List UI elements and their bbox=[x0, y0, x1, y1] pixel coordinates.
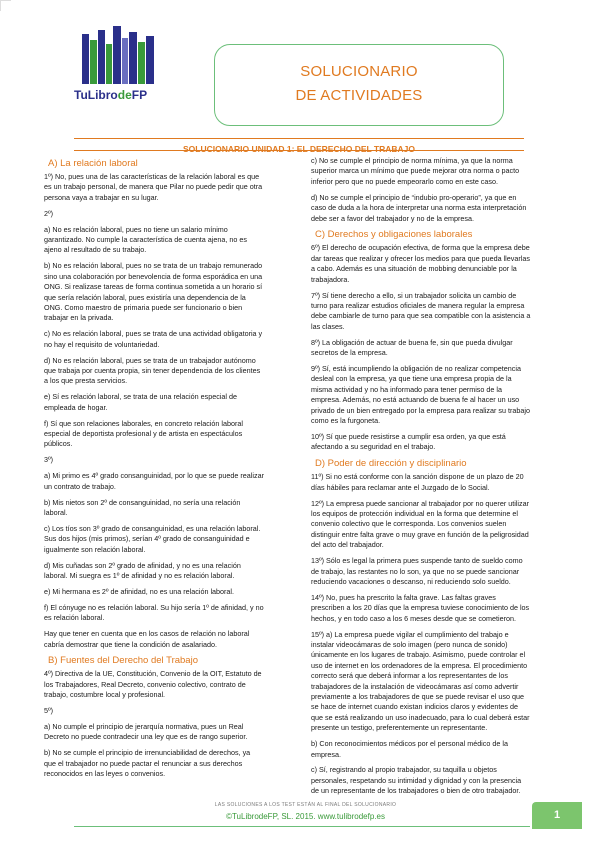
paragraph: b) No es relación laboral, pues no se trata de un trabajo remunerado sino una colaboración por benevolencia de forma esporádica en una ONG. Si realizase tareas de forma continua sometida a un horario sí que sería relación laboral, pues existiría una dependencia de la ONG. Como maestro de primaria puede ser funcionario o bien trabajar en la privada. bbox=[44, 261, 263, 323]
paragraph: 12º) La empresa puede sancionar al trabajador por no querer utilizar los equipos de protección individual en la forma que determine el convenio colectivo que le corresponda. Los convenios suelen distinguir entre falta grave o muy grave en función de la peligrosidad del acto del trabajador. bbox=[311, 498, 529, 550]
section-heading-d: D) Poder de dirección y disciplinario bbox=[315, 458, 467, 470]
paragraph: 11º) Si no está conforme con la sanción dispone de un plazo de 20 días hábiles para reclamar ante el Juzgado de lo Social. bbox=[311, 472, 524, 492]
paragraph: 13º) Sólo es legal la primera pues suspende tanto de sueldo como de trabajo, las restantes no lo son, ya que no se puede sancionar reduciendo vacaciones o descanso, ni reduciendo solo sueldo. bbox=[311, 556, 523, 586]
paragraph: 9º) Sí, está incumpliendo la obligación de no realizar competencia desleal con la empresa, ya que tiene una empresa propia de la misma actividad y no ha informado para tener permiso de la empresa. Además, no está actuando de buena fe al hacer un uso privado de un bien entregado por la empresa para realizar su trabajo como es la furgoneta. bbox=[311, 364, 530, 426]
paragraph: e) Sí es relación laboral, se trata de una relación especial de empleada de hogar. bbox=[44, 392, 237, 412]
paragraph: 1º) No, pues una de las características de la relación laboral es que es un trabajo personal, de manera que Pilar no puede pedir que otra persona vaya a trabajar en su lugar. bbox=[44, 172, 263, 202]
paragraph: 15º) a) La empresa puede vigilar el cumplimiento del trabajo e instalar videocámaras de solo imagen (pero nunca de sonido) únicamente en los lugares de trabajo. Asimismo, puede controlar el uso de internet en los ordenadores de la empresa. El procedimiento correcto será que deberá informar a los representantes de los trabajadores de la instalación de videocámaras así como advertir previamente a los trabajadores de que se puede revisar el uso que se hace de internet cuando existan indicios claros y evidentes de que se está realizando un uso inadecuado, para lo cual deberá estar presente un testigo, preferentemente un representante. bbox=[311, 629, 530, 733]
section-heading-b: B) Fuentes del Derecho del Trabajo bbox=[48, 655, 198, 667]
paragraph: a) No es relación laboral, pues no tiene un salario mínimo garantizado. No cumple la característica de cuenta ajena, no es ajeno al resultado de su trabajo. bbox=[44, 224, 247, 255]
paragraph: d) No se cumple el principio de “indubio pro-operario”, ya que en caso de duda a la hora de interpretar una norma esta interpretación debe ser a favor del trabajador y no de la empresa. bbox=[311, 192, 527, 223]
paragraph: 7º) Sí tiene derecho a ello, si un trabajador solicita un cambio de turno para realizar estudios oficiales de manera regular la empresa debe cambiarle de turno para que sea compatible con la asistencia a las clases. bbox=[311, 290, 531, 331]
paragraph: b) Mis nietos son 2º de consanguinidad, no sería una relación laboral. bbox=[44, 497, 241, 517]
left-column bbox=[44, 156, 264, 785]
section-heading-a: A) La relación laboral bbox=[48, 158, 138, 169]
title-box bbox=[214, 44, 504, 126]
paragraph: 6º) El derecho de ocupación efectiva, de forma que la empresa debe dar tareas que realizar y ofrecer los medios para que pueda llevarlas a cabo. Además es una situación de mobbing denunciable por la trabajadora. bbox=[311, 243, 530, 284]
corner-mark bbox=[0, 0, 11, 11]
paragraph: 3º) bbox=[44, 455, 54, 465]
paragraph: c) No se cumple el principio de norma mínima, ya que la norma superior marca un mínimo que puede mejorar otra norma o pacto inferior pero que no puede empeorarlo como en este caso. bbox=[311, 156, 520, 186]
unit-title: SOLUCIONARIO UNIDAD 1: EL DERECHO DEL TRABAJO bbox=[182, 144, 416, 154]
page-number-tab bbox=[532, 802, 582, 829]
title-line-2: DE ACTIVIDADES bbox=[295, 87, 423, 104]
footer-copyright[interactable]: ©TuLibrodeFP, SL. 2015. www.tulibrodefp.es bbox=[226, 812, 385, 821]
footer-divider bbox=[74, 826, 530, 827]
paragraph: 8º) La obligación de actuar de buena fe, sin que pueda divulgar secretos de la empresa. bbox=[311, 337, 513, 358]
logo-text: TuLibrodeFP bbox=[74, 88, 148, 102]
title-line-1: SOLUCIONARIO bbox=[300, 63, 418, 80]
paragraph: c) Sí, registrando al propio trabajador, su taquilla u objetos personales, respetando su intimidad y dignidad y con la presencia de un representante de los trabajadores o bien de otro trabajador. bbox=[311, 765, 522, 796]
paragraph: c) Los tíos son 3º grado de consanguinidad, es una relación laboral. Sus dos hijos (mis primos), serían 4º grado de consanguinidad e igualmente son relación laboral. bbox=[44, 523, 261, 554]
paragraph: 4º) Directiva de la UE, Constitución, Convenio de la OIT, Estatuto de los Trabajadores, Real Decreto, convenio colectivo, contrato de trabajo, costumbre local y profesional. bbox=[44, 669, 262, 700]
paragraph: b) No se cumple el principio de irrenunciabilidad de derechos, ya que el trabajador no puede pactar el renunciar a sus derechos reconocidos en las leyes o convenios. bbox=[44, 748, 251, 779]
unit-title-bar bbox=[74, 138, 524, 154]
logo bbox=[74, 26, 166, 104]
paragraph: 2º) bbox=[44, 208, 54, 218]
paragraph: d) No es relación laboral, pues se trata de un trabajador autónomo que trabaja por cuenta propia, sin tener dependencia de los clientes a los que presta servicios. bbox=[44, 355, 261, 386]
logo-books-icon bbox=[80, 26, 158, 84]
section-heading-c: C) Derechos y obligaciones laborales bbox=[315, 229, 473, 241]
paragraph: f) El cónyuge no es relación laboral. Su hijo sería 1º de afinidad, y no es relación laboral. bbox=[44, 602, 264, 623]
paragraph: b) Con reconocimientos médicos por el personal médico de la empresa. bbox=[311, 739, 508, 759]
paragraph: Hay que tener en cuenta que en los casos de relación no laboral cabría demostrar que tiene la condición de asalariado. bbox=[44, 629, 250, 649]
paragraph: f) Sí que son relaciones laborales, en concreto relación laboral especial de deportista profesional y de artista en espectáculos públicos. bbox=[44, 418, 243, 449]
page-number: 1 bbox=[553, 809, 561, 821]
right-column bbox=[311, 156, 531, 802]
paragraph: c) No es relación laboral, pues se trata de una actividad obligatoria y no hay el requisito de voluntariedad. bbox=[44, 329, 263, 349]
paragraph: a) No cumple el principio de jerarquía normativa, pues un Real Decreto no puede contradecir una ley que es de rango superior. bbox=[44, 722, 248, 742]
paragraph: a) Mi primo es 4º grado consanguinidad, por lo que se puede realizar un contrato de trabajo. bbox=[44, 471, 264, 491]
paragraph: 5º) bbox=[44, 706, 54, 716]
paragraph: 10º) Sí que puede resistirse a cumplir esa orden, ya que está afectando a su seguridad en el trabajo. bbox=[311, 431, 506, 452]
footer-note: LAS SOLUCIONES A LOS TEST ESTÁN AL FINAL DEL SOLUCIONARIO bbox=[214, 802, 397, 808]
paragraph: 14º) No, pues ha prescrito la falta grave. Las faltas graves prescriben a los 20 días que la empresa tuviese conocimiento de los hechos, y en todo caso a los 6 meses desde que se cometieron. bbox=[311, 592, 530, 623]
paragraph: e) Mi hermana es 2º de afinidad, no es una relación laboral. bbox=[44, 586, 235, 596]
paragraph: d) Mis cuñadas son 2º grado de afinidad, y no es una relación laboral. Mi suegra es 1º de afinidad y no es relación laboral. bbox=[44, 560, 241, 580]
